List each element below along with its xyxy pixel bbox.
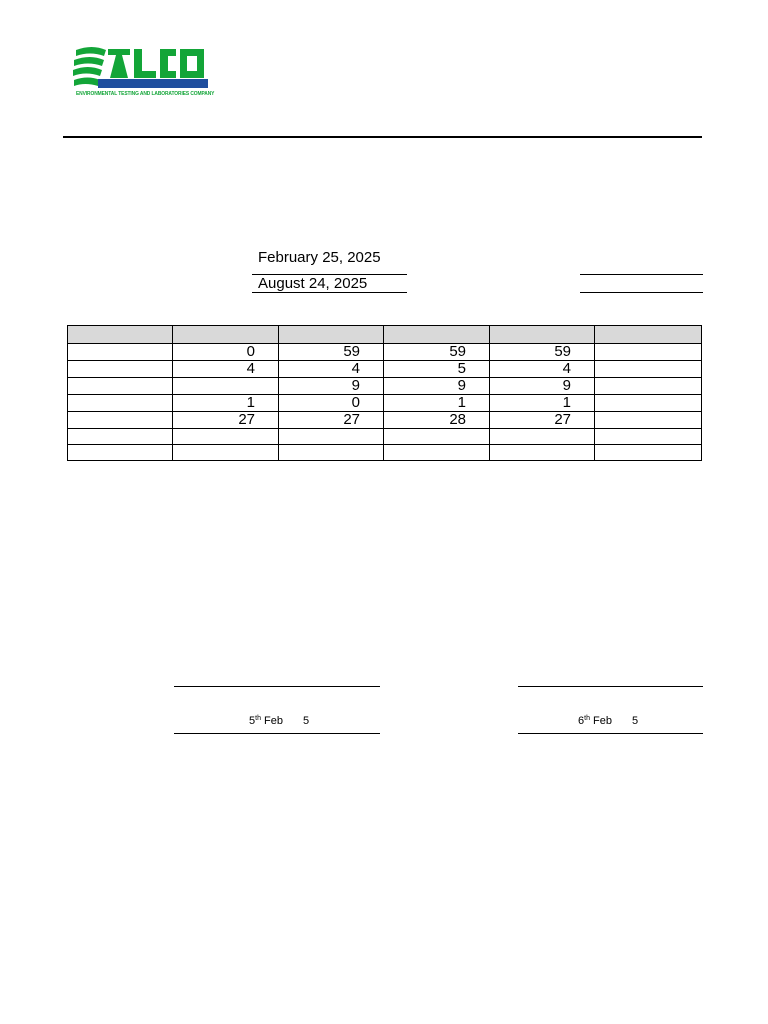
table-cell <box>68 326 173 344</box>
table-cell: 4 <box>490 361 595 378</box>
table-row <box>68 361 702 378</box>
table-cell: 1 <box>490 395 595 412</box>
table-cell <box>490 445 595 461</box>
table-cell: 1 <box>384 395 490 412</box>
table-row <box>68 445 702 461</box>
date-line-left <box>174 733 380 734</box>
table-cell: 9 <box>384 378 490 395</box>
table-cell: 9 <box>279 378 384 395</box>
table-cell <box>68 344 173 361</box>
table-cell: 27 <box>173 412 279 429</box>
sig-left-day: 5 <box>249 715 256 727</box>
sig-right-month: Feb <box>593 715 612 727</box>
signature-line-left <box>174 686 380 687</box>
table-cell: 27 <box>279 412 384 429</box>
table-cell <box>595 429 702 445</box>
right-field-line-2 <box>580 292 703 293</box>
table-cell: 4 <box>279 361 384 378</box>
table-row <box>68 429 702 445</box>
table-row <box>68 378 702 395</box>
table-cell <box>279 429 384 445</box>
sig-left-month: Feb <box>264 715 283 727</box>
table-cell <box>68 412 173 429</box>
end-date: August 24, 2025 <box>258 275 368 292</box>
sig-left-suffix: th <box>255 715 261 722</box>
logo-tagline: ENVIRONMENTAL TESTING AND LABORATORIES COMPANY <box>76 91 215 97</box>
table-cell <box>384 445 490 461</box>
start-date: February 25, 2025 <box>258 249 381 266</box>
table-cell <box>490 326 595 344</box>
table-cell <box>595 378 702 395</box>
table-cell <box>595 361 702 378</box>
table-cell: 1 <box>173 395 279 412</box>
table-cell <box>68 395 173 412</box>
table-cell: 59 <box>490 344 595 361</box>
table-cell <box>595 326 702 344</box>
signature-date-left <box>249 715 309 727</box>
table-cell <box>595 445 702 461</box>
table-cell <box>173 378 279 395</box>
table-cell <box>490 429 595 445</box>
signature-line-right <box>518 686 703 687</box>
table-cell <box>279 326 384 344</box>
sig-right-num: 5 <box>632 715 639 727</box>
sig-left-num: 5 <box>303 715 310 727</box>
table-cell: 4 <box>173 361 279 378</box>
table-row <box>68 344 702 361</box>
table-cell: 59 <box>279 344 384 361</box>
table-cell <box>68 361 173 378</box>
table-cell: 9 <box>490 378 595 395</box>
header-divider <box>63 136 702 138</box>
right-field-line-1 <box>580 274 703 275</box>
table-cell: 28 <box>384 412 490 429</box>
table-cell <box>173 429 279 445</box>
date-line-right <box>518 733 703 734</box>
table-cell <box>68 445 173 461</box>
table-header-row <box>68 326 702 344</box>
table-cell <box>279 445 384 461</box>
sig-right-suffix: th <box>584 715 590 722</box>
table-cell <box>68 378 173 395</box>
table-cell: 0 <box>279 395 384 412</box>
table-cell <box>595 412 702 429</box>
signature-date-right <box>578 715 638 727</box>
table-cell <box>384 429 490 445</box>
table-cell: 59 <box>384 344 490 361</box>
sig-right-day: 6 <box>578 715 585 727</box>
table-cell: 5 <box>384 361 490 378</box>
results-table <box>67 325 702 461</box>
table-cell <box>384 326 490 344</box>
table-row <box>68 395 702 412</box>
table-cell <box>68 429 173 445</box>
table-cell <box>595 395 702 412</box>
end-date-underline <box>252 292 407 293</box>
table-cell <box>173 326 279 344</box>
table-row <box>68 412 702 429</box>
table-cell: 27 <box>490 412 595 429</box>
table-cell <box>595 344 702 361</box>
table-cell: 0 <box>173 344 279 361</box>
table-cell <box>173 445 279 461</box>
